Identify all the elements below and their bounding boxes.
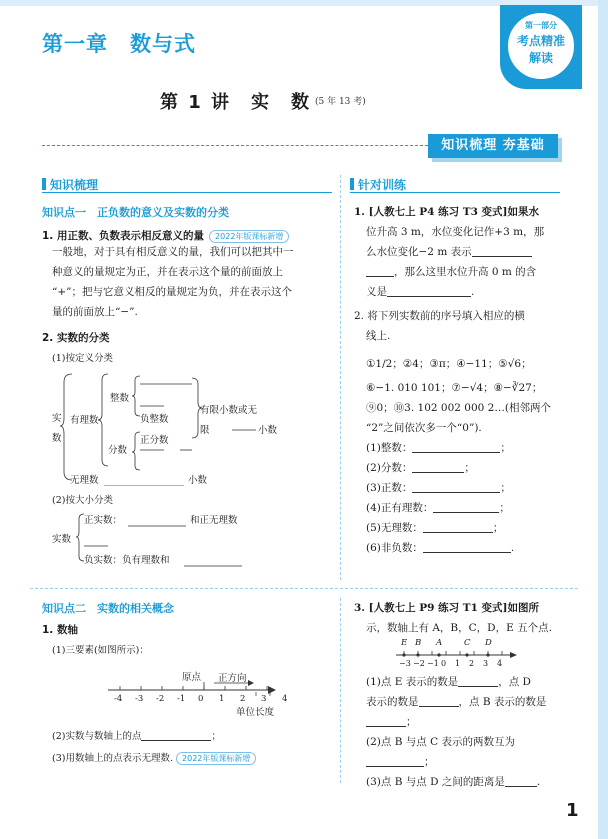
q3-point xyxy=(402,653,405,656)
p1-line: 种意义的量规定为正，并在表示这个量的前面放上 xyxy=(52,266,283,278)
axis-tick-label: 3 xyxy=(261,694,267,704)
q3-tick-label: 4 xyxy=(497,659,503,668)
kp2-title: 知识点二 实数的相关概念 xyxy=(42,602,174,615)
column-divider xyxy=(340,175,341,580)
axis-tick-label: 1 xyxy=(219,694,225,704)
kp2-sub1: (1)三要素(如图所示)： xyxy=(52,645,149,656)
q1-line-text: 义是 xyxy=(366,286,387,298)
kp2-heading: 1. 数轴 xyxy=(42,624,78,636)
badge-line1: 第一部分 xyxy=(525,21,557,30)
q2-item: (6)非负数： . xyxy=(366,542,515,554)
tree1-finite-3: 小数 xyxy=(258,425,278,436)
q3-tick-label: 0 xyxy=(441,659,447,668)
axis-direction-label: 正方向 xyxy=(218,673,247,684)
right-section-underline xyxy=(350,192,560,193)
blank-line xyxy=(366,264,394,277)
blank-line xyxy=(141,728,211,741)
kp2-sub3: (3)用数轴上的点表示无理数. xyxy=(52,753,173,764)
p1-body xyxy=(52,242,337,322)
kp2-sub2-row: (2)实数与数轴上的点 ； xyxy=(52,728,221,742)
q2-item: (5)无理数： ； xyxy=(366,522,504,534)
blank-line xyxy=(458,674,498,687)
q2-item-label: (4)正有理数： xyxy=(366,502,434,514)
q3-part-text: ，点 D xyxy=(498,676,531,688)
axis-tick-label: -1 xyxy=(177,694,186,704)
tree1-root-2: 数 xyxy=(52,433,62,444)
chapter-title: 第一章 数与式 xyxy=(42,32,196,56)
p1-heading-row xyxy=(42,224,289,243)
tree2-root: 实数 xyxy=(52,534,72,545)
new-standard-tag: 2022年版课标新增 xyxy=(209,230,289,243)
tree1-neg-int: 负整数 xyxy=(140,414,169,425)
q1-line xyxy=(354,262,590,282)
badge-line2: 考点精准 xyxy=(516,34,565,48)
tree1-integer: 整数 xyxy=(110,393,130,404)
q3-point xyxy=(416,653,419,656)
q2-nums: ⑨0；⑩3. 102 002 000 2…(相邻两个 xyxy=(366,402,551,414)
p2-sub1: (1)按定义分类 xyxy=(52,353,113,364)
section-bar xyxy=(350,178,354,190)
kp2-sub3-row xyxy=(52,750,256,765)
tree1-irrational-suffix: 小数 xyxy=(188,475,208,486)
axis-origin-label: 原点 xyxy=(182,672,202,683)
kp1-title: 知识点一 正负数的意义及实数的分类 xyxy=(42,206,229,219)
q3-part-text: ，点 B 表示的数是 xyxy=(458,696,547,708)
q2-nums: ①1/2；②4；③π；④−11；⑤√6； xyxy=(366,358,532,370)
q1-line xyxy=(354,242,590,262)
q1-line: 位升高 3 m，水位变化记作+3 m，那 xyxy=(366,226,545,238)
q1-line-text: ，那么这里水位升高 0 m 的含 xyxy=(394,266,537,278)
blank-line xyxy=(412,460,464,473)
q3-part: ； xyxy=(366,752,592,772)
axis-tick-label: -3 xyxy=(135,694,144,704)
q2-item: (1)整数： ； xyxy=(366,442,511,454)
badge-line3: 解读 xyxy=(528,51,553,65)
q3-tick-label: −2 xyxy=(413,659,425,668)
q2-item: (2)分数： ； xyxy=(366,462,475,474)
tree1-pos-frac: 正分数 xyxy=(140,435,169,446)
q3-part xyxy=(366,692,592,712)
tree1-rational: 有理数 xyxy=(70,415,99,426)
q3-part xyxy=(366,732,592,752)
q3-point-label: D xyxy=(485,638,492,648)
lecture-title: 第 1 讲 实 数 xyxy=(160,92,312,113)
page-number: 1 xyxy=(566,800,579,821)
q3-line xyxy=(354,598,590,618)
q3-tick-label: 3 xyxy=(483,659,489,668)
q2-item: (4)正有理数： ； xyxy=(366,502,510,514)
q3-tick-label: −1 xyxy=(427,659,439,668)
section-divider xyxy=(30,588,578,589)
tree1-finite-2: 限 xyxy=(200,425,210,436)
blank-line xyxy=(419,694,459,707)
p1-line: 一般地，对于具有相反意义的量，我们可以把其中一 xyxy=(52,246,294,258)
question-3 xyxy=(354,598,590,638)
q3-line: 示，数轴上有 A，B，C，D，E 五个点. xyxy=(366,622,552,634)
tree2-pos: 正实数： xyxy=(84,515,123,526)
q1-line xyxy=(354,202,590,222)
q3-point-label: A xyxy=(436,638,443,648)
p1-line: 量的前面放上“−”. xyxy=(52,306,138,318)
p2-heading: 2. 实数的分类 xyxy=(42,332,110,344)
kp2-sub2: (2)实数与数轴上的点 xyxy=(52,731,142,742)
axis-tick-label: 0 xyxy=(198,694,204,704)
question-2 xyxy=(354,306,590,558)
blank-line xyxy=(366,754,424,767)
q3-part-text: 表示的数是 xyxy=(366,696,419,708)
blank-line xyxy=(472,244,532,257)
question-1 xyxy=(354,202,590,302)
q2-item-label: (6)非负数： xyxy=(366,542,423,554)
q3-line-text: 3. [人教七上 P9 练习 T1 变式]如图所 xyxy=(354,602,539,614)
q3-tick-label: 2 xyxy=(469,659,475,668)
right-section-title xyxy=(350,176,406,193)
q1-line: 义是 . xyxy=(366,286,475,298)
classification-tree-1 xyxy=(60,368,290,486)
q3-point xyxy=(437,653,440,656)
q3-part-text: (2)点 B 与点 C 表示的两数互为 xyxy=(366,736,515,748)
tree2-pos-suffix: 和正无理数 xyxy=(190,515,238,526)
blank-line xyxy=(366,714,406,727)
q3-parts xyxy=(366,672,592,792)
section-badge xyxy=(505,10,577,82)
tree1-fraction: 分数 xyxy=(108,445,128,456)
tree1-finite: 有限小数或无 xyxy=(200,405,258,416)
blank-line xyxy=(412,440,500,453)
page-edge xyxy=(598,0,608,839)
right-section-label: 针对训练 xyxy=(358,178,407,192)
blank-line xyxy=(505,774,537,787)
q3-point-label: C xyxy=(464,638,471,648)
q1-line-text: 么水位变化−2 m 表示 xyxy=(366,246,472,258)
blank-line xyxy=(423,540,511,553)
knowledge-tag: 知识梳理 夯基础 xyxy=(428,134,558,158)
p2-sub2: (2)按大小分类 xyxy=(52,495,113,506)
header-divider xyxy=(42,145,428,146)
q2-nums: “2”之间依次多一个“0”). xyxy=(366,422,482,434)
column-divider-2 xyxy=(340,598,341,783)
new-standard-tag: 2022年版课标新增 xyxy=(176,752,256,765)
section-bar xyxy=(42,178,46,190)
q2-item-label: (5)无理数： xyxy=(366,522,423,534)
q1-line-text: 1. [人教七上 P4 练习 T3 变式]如果水 xyxy=(354,206,539,218)
q3-part: ； xyxy=(366,712,592,732)
p1-heading: 1. 用正数、负数表示相反意义的量 xyxy=(42,230,204,242)
q3-tick-label: 1 xyxy=(455,659,461,668)
left-section-title xyxy=(42,176,98,193)
q2-item-label: (2)分数： xyxy=(366,462,413,474)
blank-line xyxy=(387,284,471,297)
q2-item: (3)正数： ； xyxy=(366,482,511,494)
p1-line: “+”；把与它意义相反的量规定为负，并在表示这个 xyxy=(52,286,293,298)
tree1-irrational: 无理数 xyxy=(70,475,99,486)
q3-part: (3)点 B 与点 D 之间的距离是 . xyxy=(366,776,541,788)
q3-tick-label: −3 xyxy=(399,659,411,668)
blank-line xyxy=(412,480,500,493)
axis-unit-label: 单位长度 xyxy=(236,707,275,718)
q3-point xyxy=(465,653,468,656)
axis-tick-label: -2 xyxy=(156,694,165,704)
q2-item-label: (1)整数： xyxy=(366,442,413,454)
q3-part-text: (3)点 B 与点 D 之间的距离是 xyxy=(366,776,505,788)
q2-line: 2. 将下列实数前的序号填入相应的横 xyxy=(354,310,525,322)
blank-line xyxy=(433,500,499,513)
q2-item-label: (3)正数： xyxy=(366,482,413,494)
left-section-label: 知识梳理 xyxy=(50,178,99,192)
tree1-root-1: 实 xyxy=(52,413,62,424)
axis-tick-label: 2 xyxy=(240,694,246,704)
axis-tick-label: 4 xyxy=(282,694,288,704)
q3-part xyxy=(366,672,592,692)
q2-line: 线上. xyxy=(366,330,391,342)
q2-nums: ⑥−1. 010 101；⑦−√4；⑧−∛27； xyxy=(366,382,543,394)
axis-tick-label: -4 xyxy=(114,694,123,704)
q3-part-text: (1)点 E 表示的数是 xyxy=(366,676,459,688)
q3-point xyxy=(486,653,489,656)
left-section-underline xyxy=(42,192,332,193)
q3-point-label: B xyxy=(415,638,422,648)
tree2-neg: 负实数：负有理数和 xyxy=(84,555,170,566)
lecture-subtitle: (5 年 13 考) xyxy=(315,97,366,107)
q3-point-label: E xyxy=(401,638,408,648)
blank-line xyxy=(423,520,493,533)
